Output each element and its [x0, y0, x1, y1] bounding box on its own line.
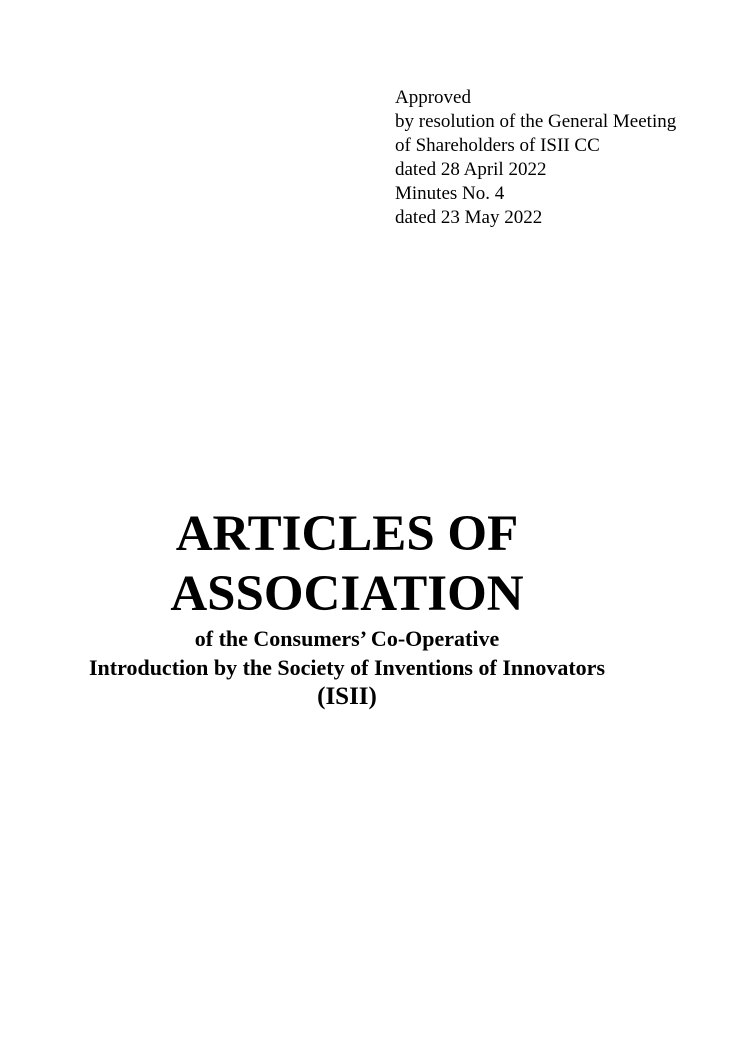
document-title-line-1: ARTICLES OF	[175, 506, 519, 562]
approval-line: Minutes No. 4	[395, 183, 505, 204]
approval-line: dated 28 April 2022	[395, 159, 547, 180]
document-subtitle-line-1: of the Consumers’ Co-Operative	[194, 626, 500, 651]
approval-line: of Shareholders of ISII CC	[395, 135, 600, 156]
approval-stamp-text	[395, 86, 735, 230]
document-title-block	[0, 504, 694, 712]
document-subtitle-line-2: Introduction by the Society of Inventions of Innovators	[88, 655, 606, 680]
organization-abbreviation: (ISII)	[317, 683, 377, 710]
approval-line: by resolution of the General Meeting	[395, 111, 677, 132]
approval-line: Approved	[395, 87, 471, 108]
approval-line: dated 23 May 2022	[395, 207, 543, 228]
document-title-line-2: ASSOCIATION	[170, 566, 524, 622]
